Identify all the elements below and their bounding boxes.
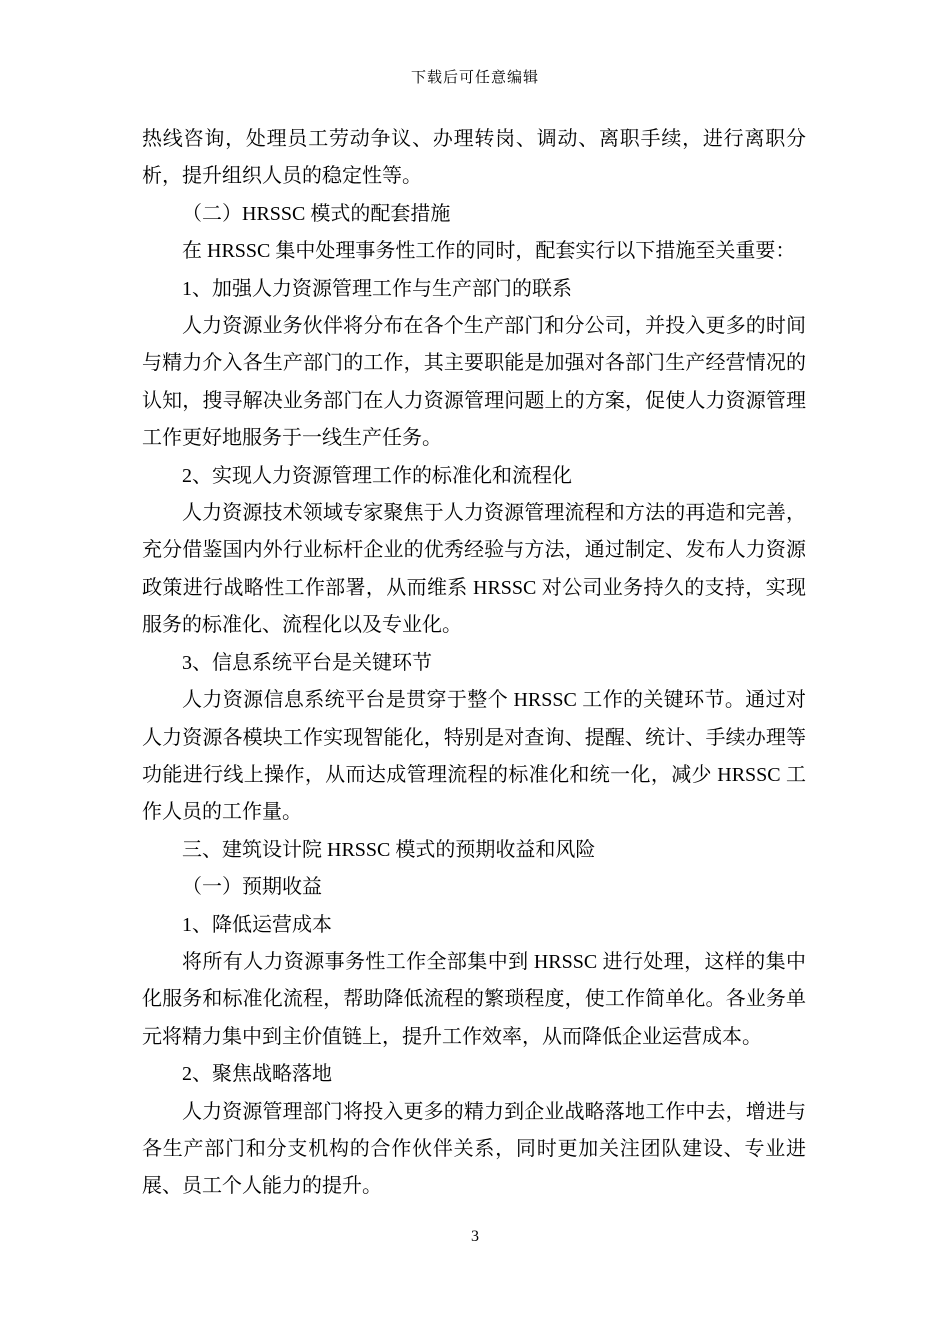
page-number: 3 [471,1228,479,1245]
paragraph: 1、降低运营成本 [182,913,332,936]
paragraph: 3、信息系统平台是关键环节 [182,651,432,674]
paragraph: 人力资源技术领域专家聚焦于人力资源管理流程和方法的再造和完善，充分借鉴国内外行业标杆企业的优秀经验与方法，通过制定、发布人力资源政策进行战略性工作部署，从而维系 HRSSC 对公司业务持久的支持，实现服务的标准化、流程化以及专业化。 [142,502,806,637]
paragraph: 2、聚焦战略落地 [182,1063,332,1086]
paragraph: 人力资源管理部门将投入更多的精力到企业战略落地工作中去，增进与各生产部门和分支机构的合作伙伴关系，同时更加关注团队建设、专业进展、员工个人能力的提升。 [142,1100,806,1198]
paragraph: 人力资源信息系统平台是贯穿于整个 HRSSC 工作的关键环节。通过对人力资源各模块工作实现智能化，特别是对查询、提醒、统计、手续办理等功能进行线上操作，从而达成管理流程的标准化和统一化，减少 HRSSC 工作人员的工作量。 [142,689,806,824]
header-note: 下载后可任意编辑 [410,70,539,86]
paragraph: 热线咨询，处理员工劳动争议、办理转岗、调动、离职手续，进行离职分析，提升组织人员的稳定性等。 [142,128,806,188]
document-body [142,121,806,1206]
paragraph: （二）HRSSC 模式的配套措施 [182,202,451,225]
paragraph: 将所有人力资源事务性工作全部集中到 HRSSC 进行处理，这样的集中化服务和标准化流程，帮助降低流程的繁琐程度，使工作简单化。各业务单元将精力集中到主价值链上，提升工作效率，从而降低企业运营成本。 [142,950,806,1048]
paragraph: 1、加强人力资源管理工作与生产部门的联系 [182,277,572,300]
paragraph: 三、建筑设计院 HRSSC 模式的预期收益和风险 [182,838,596,861]
paragraph: 人力资源业务伙伴将分布在各个生产部门和分公司，并投入更多的时间与精力介入各生产部门的工作，其主要职能是加强对各部门生产经营情况的认知，搜寻解决业务部门在人力资源管理问题上的方案，促使人力资源管理工作更好地服务于一线生产任务。 [142,315,806,450]
paragraph: （一）预期收益 [182,876,322,899]
paragraph: 2、实现人力资源管理工作的标准化和流程化 [182,464,572,487]
paragraph: 在 HRSSC 集中处理事务性工作的同时，配套实行以下措施至关重要： [182,240,796,263]
